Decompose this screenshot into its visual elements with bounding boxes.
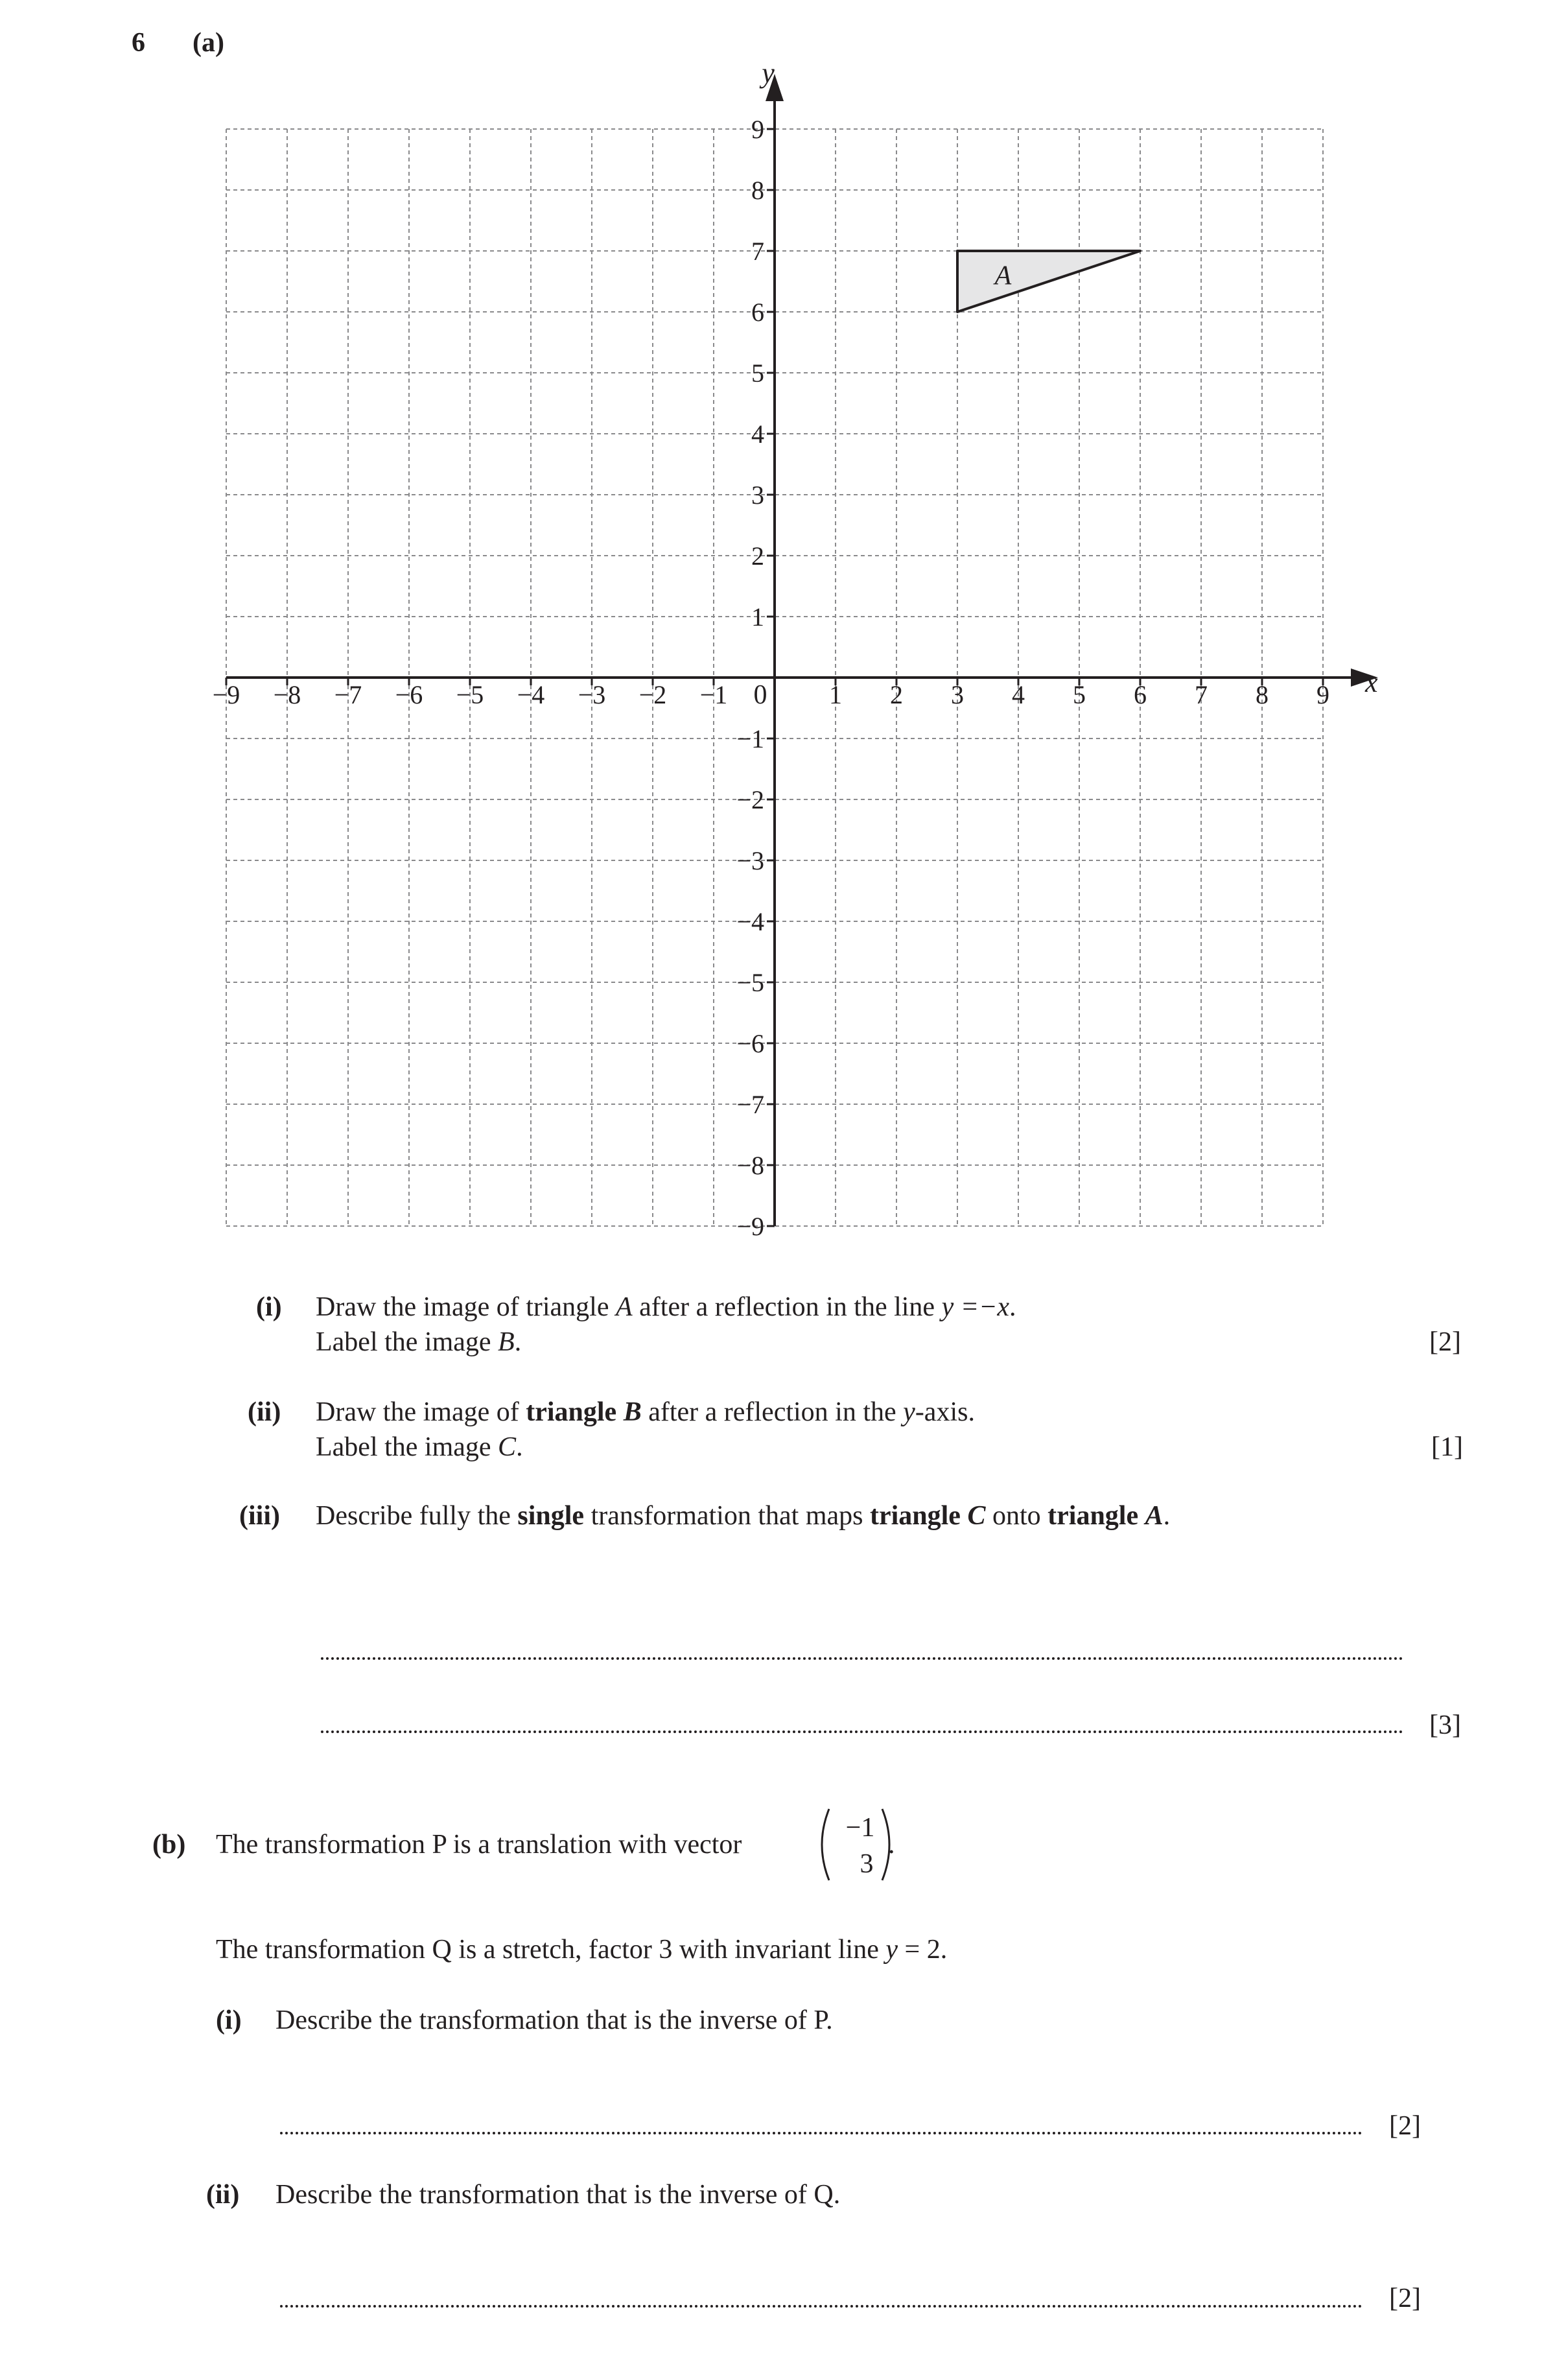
- b-q-text: The transformation Q is a stretch, factor 3 with invariant line: [216, 1935, 886, 1965]
- a-i-var-a: A: [615, 1292, 633, 1322]
- x-axis-label: x: [1365, 667, 1378, 698]
- triangle-a-label: A: [994, 261, 1012, 291]
- b-i-marks: [2]: [1389, 2111, 1421, 2141]
- a-iii-label: (iii): [239, 1501, 280, 1531]
- x-tick-label: −7: [334, 680, 362, 709]
- a-ii-text-2: after a reflection in the: [641, 1397, 904, 1427]
- y-tick-label: 6: [751, 298, 764, 327]
- a-i-line2-suffix: .: [514, 1327, 522, 1357]
- y-tick-label: −1: [736, 724, 764, 753]
- b-intro-end: .: [888, 1830, 895, 1860]
- y-tick-label: −6: [736, 1029, 764, 1058]
- vector-top: −1: [845, 1813, 875, 1843]
- y-tick-label: 3: [751, 480, 764, 510]
- a-ii-label: (ii): [248, 1397, 281, 1427]
- a-ii-line2-prefix: Label the image: [316, 1432, 498, 1462]
- a-ii-text-1: Draw the image of: [316, 1397, 526, 1427]
- a-iii-text-4: .: [1163, 1501, 1171, 1531]
- origin-label: 0: [753, 680, 767, 710]
- y-tick-label: −9: [736, 1212, 764, 1241]
- a-iii-answer-line-2[interactable]: [321, 1730, 1403, 1733]
- x-tick-label: −5: [456, 680, 484, 709]
- y-tick-label: −8: [736, 1151, 764, 1180]
- y-tick-label: 1: [751, 602, 764, 632]
- b-q-var-y: y: [885, 1935, 898, 1965]
- axes: [226, 74, 1378, 1226]
- a-ii-text-3: -axis.: [915, 1397, 975, 1427]
- a-iii-marks: [3]: [1429, 1710, 1461, 1740]
- x-tick-label: 3: [951, 680, 964, 709]
- x-tick-label: 5: [1073, 680, 1086, 709]
- a-iii-answer-line-1[interactable]: [321, 1657, 1403, 1660]
- a-ii-line2-var: C: [498, 1432, 517, 1462]
- x-tick-label: 9: [1316, 680, 1329, 709]
- b-q-equation-rest: = 2.: [898, 1935, 948, 1965]
- y-tick-label: −2: [736, 785, 764, 814]
- a-i-line2-prefix: Label the image: [316, 1327, 498, 1357]
- x-tick-label: −9: [212, 680, 240, 709]
- a-iii-text-2: transformation that maps: [584, 1501, 870, 1531]
- b-q-line: [216, 1936, 947, 1963]
- vector-left-bracket: [822, 1809, 829, 1880]
- question-number: 6: [132, 28, 145, 58]
- y-tick-label: 7: [751, 237, 764, 266]
- x-tick-label: −8: [273, 680, 301, 709]
- a-ii-line1: [316, 1399, 975, 1426]
- y-axis-label: y: [762, 57, 775, 89]
- vector-bottom: 3: [860, 1849, 874, 1879]
- a-iii-bold-tri1: triangle: [869, 1501, 968, 1531]
- y-tick-label: −4: [736, 907, 764, 936]
- part-b-label: (b): [152, 1830, 186, 1860]
- b-i-answer-line[interactable]: [280, 2132, 1363, 2134]
- a-iii-bold-var1: C: [967, 1501, 986, 1531]
- b-ii-label: (ii): [206, 2180, 240, 2210]
- x-tick-label: 6: [1134, 680, 1147, 709]
- a-iii-text-1: Describe fully the: [316, 1501, 518, 1531]
- a-iii-bold-var2: A: [1145, 1501, 1164, 1531]
- a-ii-line2-suffix: .: [516, 1432, 523, 1462]
- b-ii-text: Describe the transformation that is the inverse of Q.: [275, 2180, 841, 2210]
- b-i-text: Describe the transformation that is the inverse of P.: [275, 2005, 833, 2035]
- a-i-label: (i): [256, 1292, 282, 1322]
- a-ii-bold: triangle: [526, 1397, 624, 1427]
- a-iii-bold-single: single: [517, 1501, 585, 1531]
- x-tick-label: 2: [890, 680, 903, 709]
- x-tick-label: −3: [578, 680, 606, 709]
- a-i-marks: [2]: [1429, 1327, 1461, 1357]
- x-tick-label: −4: [517, 680, 545, 709]
- a-ii-bold-var: B: [623, 1397, 642, 1427]
- triangle-a[interactable]: [957, 251, 1140, 312]
- x-tick-label: 4: [1012, 680, 1025, 709]
- a-i-text-1: Draw the image of triangle: [316, 1292, 616, 1322]
- a-iii-line1: [316, 1502, 1170, 1529]
- a-iii-text-3: onto: [985, 1501, 1048, 1531]
- a-i-text-3: .: [1009, 1292, 1016, 1322]
- a-i-line2-var: B: [498, 1327, 515, 1357]
- b-intro-text: The transformation P is a translation with vector: [216, 1830, 742, 1860]
- b-ii-marks: [2]: [1389, 2284, 1421, 2313]
- y-tick-label: 5: [751, 359, 764, 388]
- a-ii-line2: [316, 1434, 523, 1461]
- x-tick-label: 8: [1256, 680, 1269, 709]
- a-i-line1: [316, 1293, 1016, 1321]
- a-i-equation: y =−x: [941, 1292, 1010, 1322]
- x-tick-label: 7: [1195, 680, 1208, 709]
- x-tick-label: −6: [395, 680, 423, 709]
- a-iii-bold-tri2: triangle: [1047, 1501, 1145, 1531]
- b-ii-answer-line[interactable]: [280, 2305, 1363, 2308]
- y-tick-label: 4: [751, 419, 764, 449]
- y-tick-label: −7: [736, 1090, 764, 1119]
- translation-vector: [813, 1802, 898, 1887]
- y-tick-label: −5: [736, 968, 764, 997]
- x-tick-label: 1: [829, 680, 842, 709]
- a-i-line2: [316, 1329, 521, 1356]
- a-ii-marks: [1]: [1431, 1432, 1463, 1462]
- y-tick-label: 9: [751, 115, 764, 144]
- y-tick-label: 2: [751, 541, 764, 571]
- a-ii-var-y: y: [903, 1397, 915, 1427]
- part-a-label: (a): [193, 28, 224, 58]
- y-tick-label: −3: [736, 846, 764, 875]
- y-tick-label: 8: [751, 176, 764, 205]
- x-tick-label: −1: [699, 680, 728, 709]
- b-i-label: (i): [216, 2005, 242, 2035]
- a-i-text-2: after a reflection in the line: [632, 1292, 942, 1322]
- x-tick-label: −2: [638, 680, 667, 709]
